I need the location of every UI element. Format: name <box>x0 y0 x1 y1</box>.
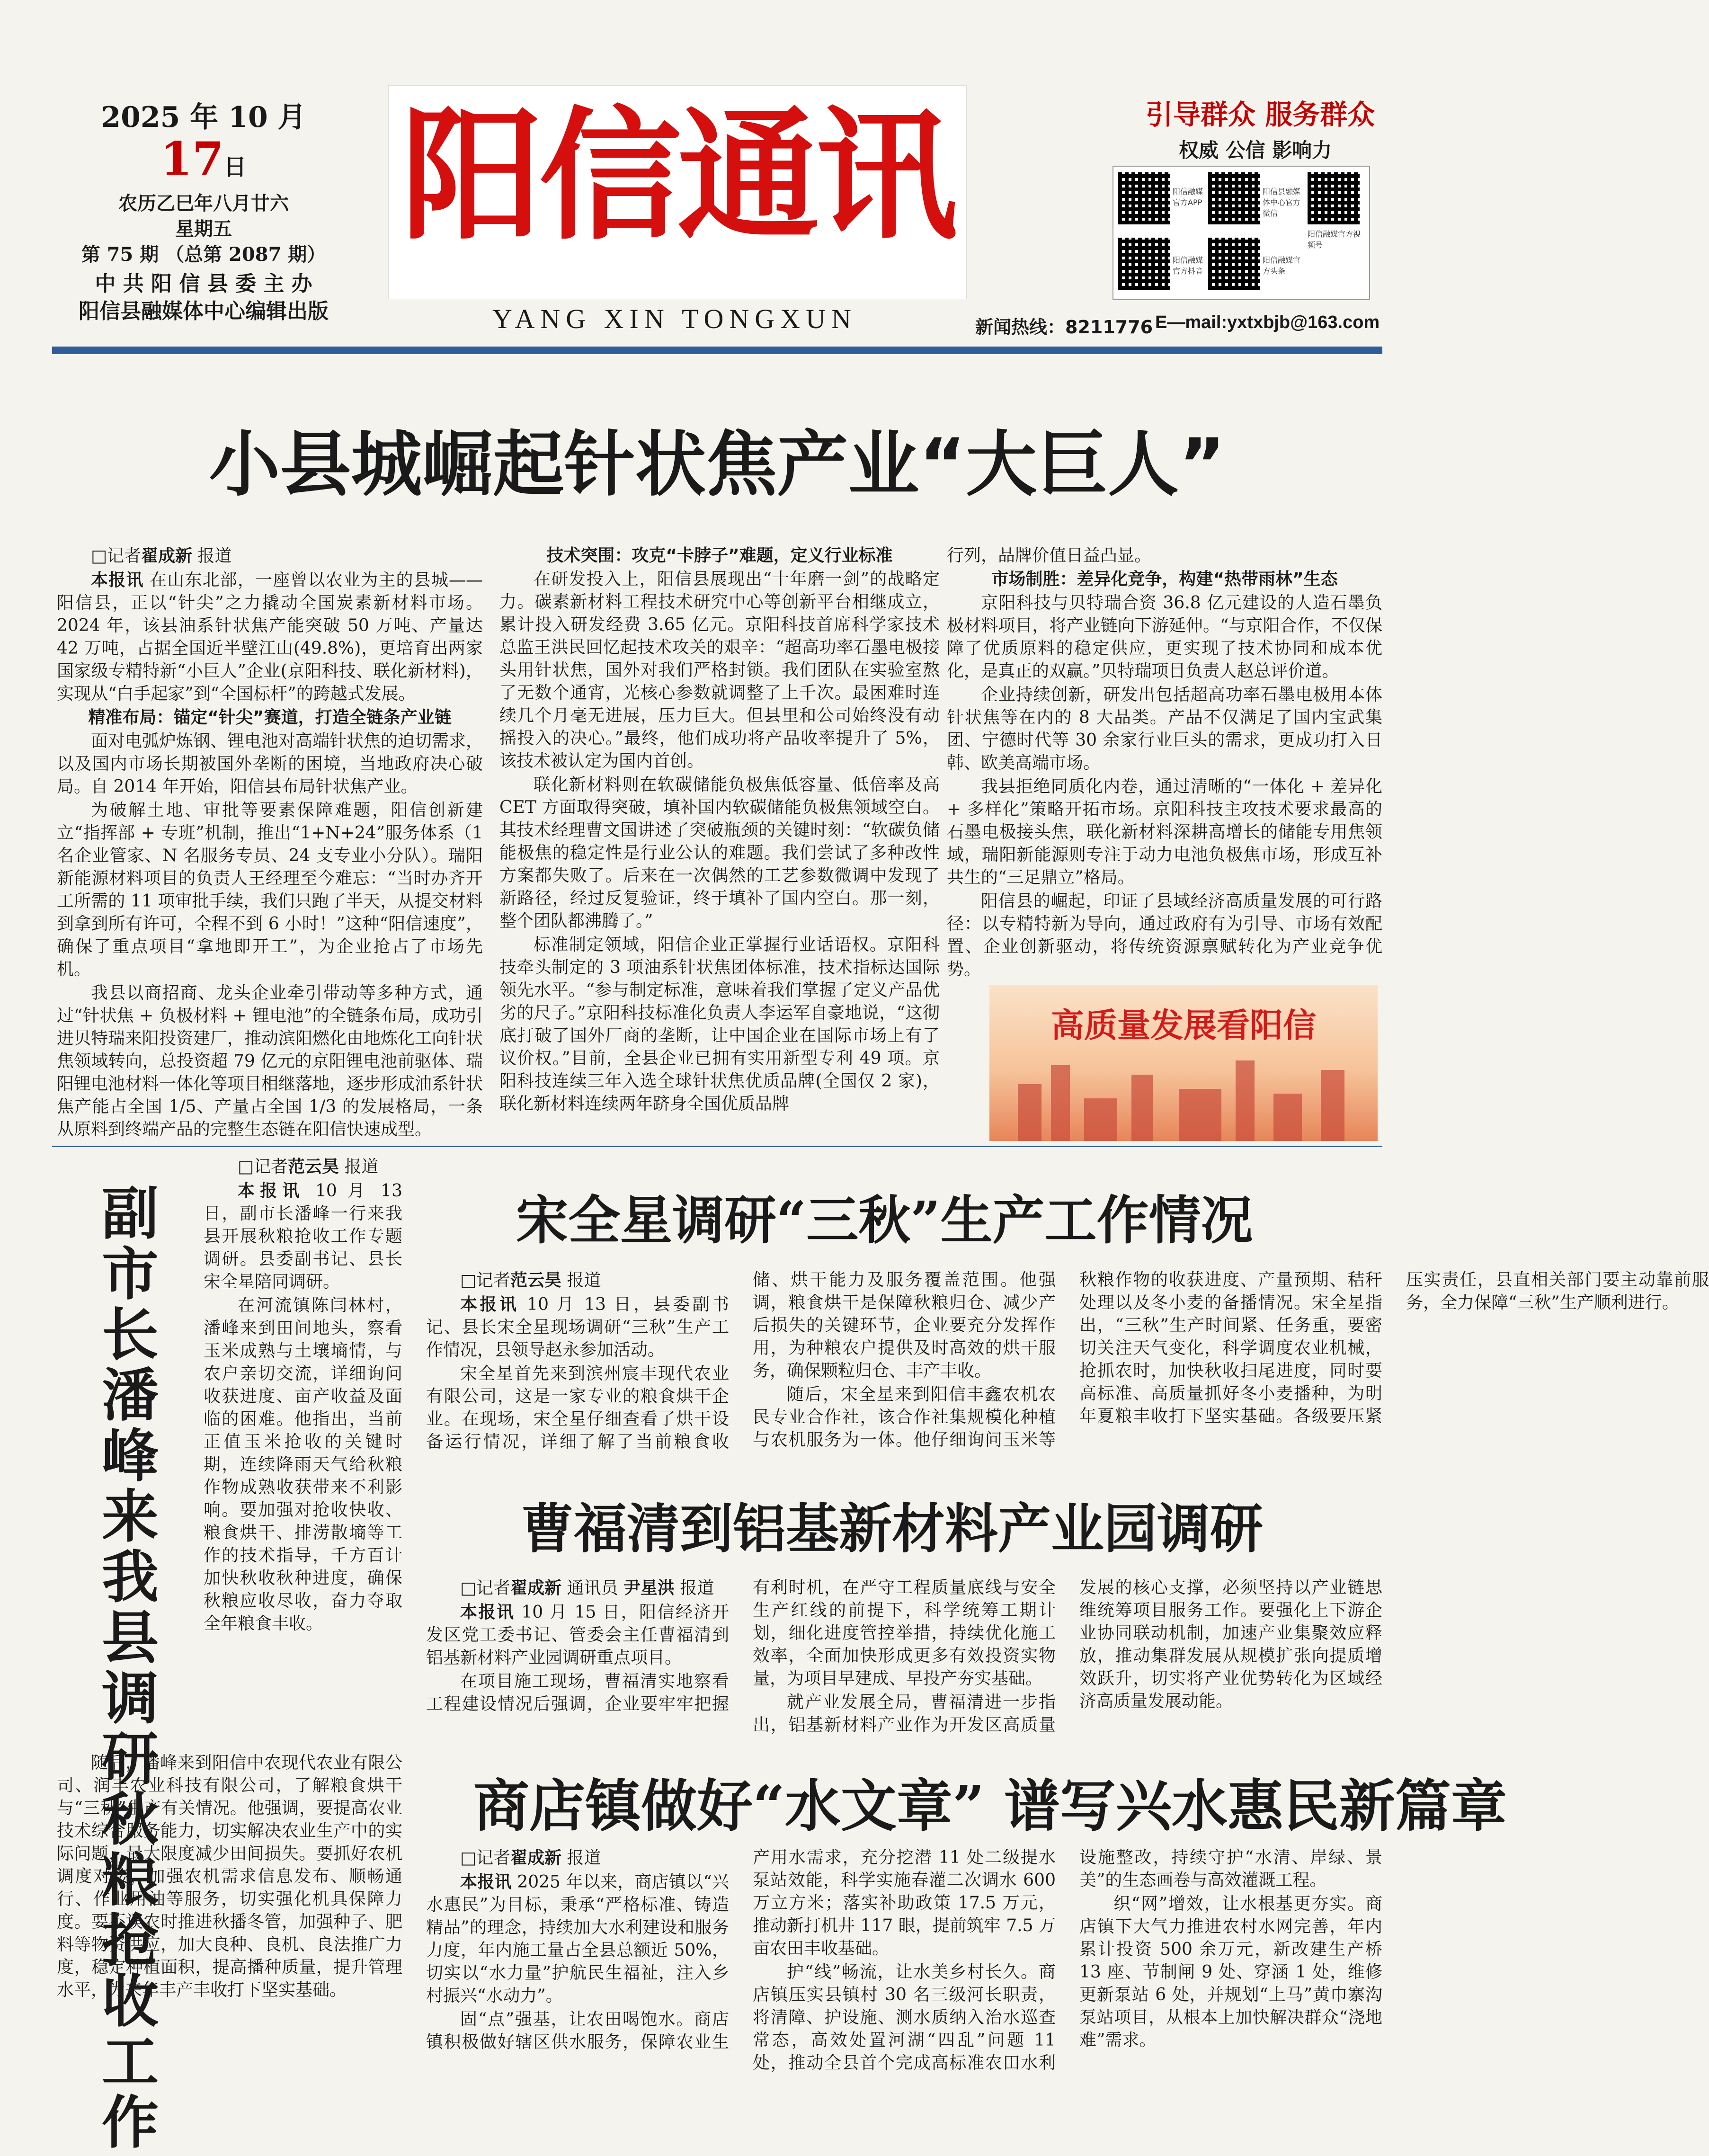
article2-byline <box>204 1155 402 1178</box>
skyline-building <box>1236 1060 1255 1141</box>
byline-name-2: 尹星洪 <box>623 1578 675 1598</box>
article4-para-3: 就产业发展全局，曹福清进一步指出，铝基新材料产业作为开发区高质量发展的核心支撑，必须坚持以产业链思维统筹项目服务工作。要强化上下游企业协同联动机制，加速产业集聚效应释放，推动集群发展从规模扩张向提质增效跃升，切实将产业优势转化为区域经济高质量发展动能。 <box>753 1578 1382 1735</box>
skyline-building <box>1131 1075 1153 1141</box>
para-text: 2025 年以来，商店镇以“兴水惠民”为目标，秉承“严格标准、铸造精品”的理念，持续加大水利建设和服务力度，年内施工量占全县总额近 50%，切实以“水力量”护航民生福祉，注入乡村振兴“水动力”。 <box>426 1872 729 2005</box>
article2-col1 <box>204 1155 402 1747</box>
byline-tail: 报道 <box>561 1271 601 1290</box>
byline-tail: 报道 <box>192 546 232 566</box>
article5-para-4: 织“网”增效，让水根基更夯实。商店镇下大气力推进农村水网完善，年内累计投资 500 余万元，新改建生产桥 13 座、节制闸 9 处、穿涵 1 处，维修更新泵站 6 处，并规划“上马”黄巾寨沟泵站项目，从根本上加快解决群众“浇地难”需求。 <box>1079 1894 1382 2050</box>
weekday: 星期五 <box>175 218 232 240</box>
lead-label: 本报讯 <box>460 1602 515 1622</box>
skyline-building <box>1321 1070 1344 1141</box>
byline-tail: 报道 <box>674 1578 714 1598</box>
article3-para-3: 随后，宋全星来到阳信丰鑫农机农民专业合作社，该合作社集规模化种植与农机服务为一体。他仔细询问玉米等秋粮作物的收获进度、产量预期、秸秆处理以及冬小麦的备播情况。宋全星指出，“三秋”生产时间紧、任务重，要密切关注天气变化，科学调度农业机械，抢抓农时，加快秋收扫尾进度，同时要高标准、高质量抓好冬小麦播种，为明年夏粮丰收打下坚实基础。各级要压紧压实责任，县直相关部门要主动靠前服务，全力保障“三秋”生产顺利进行。 <box>753 1270 1709 1450</box>
article1-para-7: 标准制定领域，阳信企业正掌握行业话语权。京阳科技牵头制定的 3 项油系针状焦团体标准，技术指标达国际领先水平。“参与制定标准，意味着我们掌握了定义产品优劣的尺子。”京阳科技标准化负责人李运军自豪地说，“这彻底打破了国外厂商的垄断，让中国企业在国际市场上有了议价权。”目前，全县企业已拥有实用新型专利 49 项。京阳科技连续三年入选全球针状焦优质品牌(全国仅 2 家)，联化新材料连续两年跻身全国优质品牌 <box>499 935 940 1114</box>
newspaper-pinyin: YANG XIN TONGXUN <box>492 303 857 334</box>
headline-main: 小县城崛起针状焦产业“大巨人” <box>209 424 1226 506</box>
publisher-org: 阳信县融媒体中心编辑出版 <box>79 299 329 323</box>
article1-para-4: 我县以商招商、龙头企业牵引带动等多种方式，通过“针状焦 + 负极材料 + 锂电池”的全链条布局，成功引进贝特瑞来阳投资建厂，推动滨阳燃化由地炼化工向针状焦领域转向，总投资超 79 亿元的京阳锂电池前驱体、瑞阳锂电池材料一体化等项目相继落地，逐步形成油系针状焦产能占全国 1/5、产量占全国 1/3 的发展格局，一条从原料到终端产品的完整生态链在阳信快速成型。 <box>57 983 483 1139</box>
qr-label-douyin: 阳信融媒官方抖音 <box>1173 256 1203 276</box>
qr-label-video: 阳信融媒官方视频号 <box>1308 230 1361 249</box>
byline-name: 翟成新 <box>510 1578 562 1598</box>
article5-para-2: 固“点”强基，让农田喝饱水。商店镇积极做好辖区供水服务，保障农业生产用水需求，充分挖潜 11 处二级提水泵站效能，科学实施春灌二次调水 600 万立方米；落实补助政策 17.5 万元，推动新打机井 117 眼，提前筑牢 7.5 万亩农田丰收基础。 <box>426 1848 1056 2052</box>
section-divider <box>52 1146 1382 1147</box>
lunar-date: 农历乙巳年八月廿六 <box>118 192 289 214</box>
lead-label: 本报讯 <box>460 1872 512 1892</box>
promo-banner <box>989 985 1378 1141</box>
article1-para-10: 我县拒绝同质化内卷，通过清晰的“一体化 + 差异化 + 多样化”策略开拓市场。京阳科技主攻技术要求最高的石墨电极接头焦，联化新材料深耕高增长的储能专用焦领域，瑞阳新能源则专注于动力电池负极焦市场，形成互补共生的“三足鼎立”格局。 <box>947 777 1382 887</box>
byline-name: 翟成新 <box>141 546 193 566</box>
article5-para-1 <box>426 1871 729 2007</box>
article1-para-8: 京阳科技与贝特瑞合资 36.8 亿元建设的人造石墨负极材料项目，将产业链向下游延伸。“与京阳合作，不仅保障了优质原料的稳定供应，更实现了技术协同和成本优化，是真正的双赢。”贝特瑞项目负责人赵总评价道。 <box>947 593 1382 681</box>
qr-code-toutiao[interactable] <box>1208 238 1260 290</box>
byline-name: 翟成新 <box>510 1848 562 1868</box>
headline-vertical: 副市长潘峰来我县调研秋粮抢收工作 <box>102 1180 159 2156</box>
byline-reporter: □记者 <box>91 546 142 566</box>
article1-subhead-3: 市场制胜：差异化竞争，构建“热带雨林”生态 <box>991 570 1338 589</box>
article2-para-1 <box>204 1179 402 1293</box>
article3-para-1 <box>426 1293 729 1362</box>
lead-label: 本报讯 <box>238 1181 305 1201</box>
byline-reporter: □记者 <box>460 1578 511 1598</box>
issue-number: 第 75 期 （总第 2087 期） <box>81 243 326 266</box>
byline-reporter: □记者 <box>238 1157 288 1176</box>
lead-label: 本报讯 <box>91 570 144 590</box>
issue-day-number: 17 <box>160 132 224 186</box>
article1-para-5: 在研发投入上，阳信县展现出“十年磨一剑”的战略定力。碳素新材料工程技术研究中心等创新平台相继成立，累计投入研发经费 3.65 亿元。京阳科技首席科学家技术总监王洪民回忆起技术攻关的艰辛：“超高功率石墨电极接头用针状焦，国外对我们严格封锁。我们团队在实验室熬了无数个通宵，光核心参数就调整了上千次。最困难时连续几个月毫无进展，压力巨大。但县里和公司始终没有动摇投入的决心。”最终，他们成功将产品收率提升了 5%，该技术被认定为国内首创。 <box>499 570 940 771</box>
headline-article4: 曹福清到铝基新材料产业园调研 <box>521 1498 1263 1560</box>
byline-reporter: □记者 <box>460 1848 511 1868</box>
article4-para-2: 在项目施工现场，曹福清实地察看工程建设情况后强调，企业要牢牢把握有利时机，在严守工程质量底线与安全生产红线的前提下，科学统筹工期计划，细化进度管控举措，持续优化施工效率，全面加快形成更多有效投资实物量，为项目早建成、早投产夯实基础。 <box>426 1578 1056 1714</box>
newspaper-logo <box>388 85 967 299</box>
issue-day-suffix: 日 <box>223 154 247 180</box>
byline-name: 范云昊 <box>510 1270 562 1290</box>
email-address[interactable]: E—mail:yxtxbjb@163.com <box>1155 312 1380 332</box>
skyline-building <box>1273 1094 1302 1141</box>
byline-reporter: □记者 <box>460 1271 511 1290</box>
article1-para-9: 企业持续创新，研发出包括超高功率石墨电极用本体针状焦等在内的 8 大品类。产品不仅满足了国内宝武集团、宁德时代等 30 余家行业巨头的需求，更成功打入日韩、欧美高端市场。 <box>947 685 1382 773</box>
article1-byline <box>57 544 483 568</box>
article1-para-3: 为破解土地、审批等要素保障难题，阳信创新建立“指挥部 + 专班”机制，推出“1+N+24”服务体系（1 名企业管家、N 名服务专员、24 支专业小分队）。瑞阳新能源材料项目的负责人王经理至今难忘：“当时办齐开工所需的 11 项审批手续，我们只跑了半天，从提交材料到拿到所有许可，全程不到 6 小时！”这种“阳信速度”，确保了重点项目“拿地即开工”，为企业抢占了市场先机。 <box>57 801 483 979</box>
article1-para-1 <box>57 569 483 705</box>
article1-para-11: 阳信县的崛起，印证了县域经济高质量发展的可行路径：以专精特新为导向，通过政府有为引导、市场有效配置、企业创新驱动，将传统资源禀赋转化为产业竞争优势。 <box>947 891 1382 979</box>
news-hotline: 新闻热线：8211776 <box>975 317 1153 338</box>
article4-body <box>426 1577 1382 1747</box>
article1-para-2: 面对电弧炉炼钢、锂电池对高端针状焦的迫切需求，以及国内市场长期被国外垄断的困境，当地政府决心破局。自 2014 年开始，阳信县布局针状焦产业。 <box>57 731 483 796</box>
headline-article3: 宋全星调研“三秋”生产工作情况 <box>516 1190 1253 1251</box>
byline-name: 范云昊 <box>288 1157 339 1176</box>
para-text: 10 月 15 日，阳信经济开发区党工委书记、管委会主任曹福清到铝基新材料产业园调研重点项目。 <box>426 1603 729 1667</box>
promo-title: 高质量发展看阳信 <box>1051 1006 1316 1045</box>
article1-subhead-1: 精准布局：锚定“针尖”赛道，打造全链条产业链 <box>88 708 452 727</box>
skyline-building <box>1018 1084 1041 1141</box>
qr-code-panel <box>1113 166 1370 300</box>
article4-byline <box>426 1577 729 1600</box>
issue-year-month: 2025 年 10 月 <box>101 101 306 134</box>
sponsor-org: 中 共 阳 信 县 委 主 办 <box>95 272 312 296</box>
qr-label-wechat: 阳信县融媒体中心官方微信 <box>1263 187 1301 218</box>
article2-col2 <box>57 1752 402 2093</box>
para-text: 10 月 13 日，副市长潘峰一行来我县开展秋粮抢收工作专题调研。县委副书记、县长宋全星陪同调研。 <box>204 1181 402 1292</box>
issue-day <box>57 132 350 191</box>
article3-para-2: 宋全星首先来到滨州宸丰现代农业有限公司，这是一家专业的粮食烘干企业。在现场，宋全星仔细查看了烘干设备运行情况，详细了解了当前粮食收储、烘干能力及服务覆盖范围。他强调，粮食烘干是保障秋粮归仓、减少产后损失的关键环节，企业要充分发挥作用，为种粮农户提供及时高效的烘干服务，确保颗粒归仓、丰产丰收。 <box>426 1270 1056 1452</box>
skyline-building <box>1084 1098 1117 1141</box>
qr-code-wechat[interactable] <box>1208 172 1260 224</box>
para-text: 10 月 13 日，县委副书记、县长宋全星现场调研“三秋”生产工作情况，县领导赵永参加活动。 <box>426 1295 729 1360</box>
qr-code-app[interactable] <box>1118 172 1170 224</box>
article3-byline <box>426 1269 729 1292</box>
lead-label: 本报讯 <box>460 1294 519 1314</box>
byline-tail: 报道 <box>339 1157 379 1176</box>
para-text: 在山东北部，一座曾以农业为主的县城——阳信县，正以“针尖”之力撬动全国炭素新材料市场。2024 年，该县油系针状焦产能突破 50 万吨、产量达 42 万吨，占据全国近半壁江山(49.8%)，更培育出两家国家级专精特新“小巨人”企业(京阳科技、联化新材料)，实现从“白手起家”到“全国标杆”的跨越式发展。 <box>57 570 483 704</box>
masthead-divider <box>52 347 1382 354</box>
qr-code-video[interactable] <box>1308 172 1360 224</box>
article1-subhead-2: 技术突围：攻克“卡脖子”难题，定义行业标准 <box>546 546 893 565</box>
headline-article5: 商店镇做好“水文章” 谱写兴水惠民新篇章 <box>473 1773 1507 1839</box>
qr-label-app: 阳信融媒官方APP <box>1173 187 1203 207</box>
article5-byline <box>426 1846 729 1870</box>
qr-label-toutiao: 阳信融媒官方头条 <box>1263 256 1301 276</box>
qr-code-douyin[interactable] <box>1118 238 1170 290</box>
article2-para-3: 随后，潘峰来到阳信中农现代农业有限公司、润丰农业科技有限公司，了解粮食烘干与“三秋”生产有关情况。他强调，要提高农业技术综合服务能力，切实解决农业生产中的实际问题，最大限度减少田间损失。要抓好农机调度对接，加强农机需求信息发布、顺畅通行、作业用油等服务，切实强化机具保障力度。要不误农时推进秋播冬管，加强种子、肥料等物资供应，加大良种、良机、良法推广力度，稳定种植面积，提高播种质量，提升管理水平，为来年丰产丰收打下坚实基础。 <box>57 1753 402 2000</box>
newspaper-title: 阳信通讯 <box>401 92 954 259</box>
article1-col2 <box>499 544 940 1136</box>
skyline-building <box>1179 1089 1221 1141</box>
article1-para-7b: 行列，品牌价值日益凸显。 <box>947 546 1152 565</box>
article2-para-2: 在河流镇陈闫林村，潘峰来到田间地头，察看玉米成熟与土壤墒情，与农户亲切交流，详细询问收获进度、亩产收益及面临的困难。他指出，当前正值玉米抢收的关键时期，连续降雨天气给秋粮作物成熟收获带来不利影响。要加强对抢收快收、粮食烘干、排涝散墒等工作的技术指导，千方百计加快秋收秋种进度，确保秋粮应收尽收，奋力夺取全年粮食丰收。 <box>204 1296 402 1633</box>
article1-col1 <box>57 544 483 1139</box>
article3-body <box>426 1269 1709 1468</box>
article5-para-3: 护“线”畅流，让水美乡村长久。商店镇压实县镇村 30 名三级河长职责，将清障、护设施、测水质纳入治水巡查常态，高效处置河湖“四乱”问题 11 处，推动全县首个完成高标准农田水利设施整改，持续守护“水清、岸绿、景美”的生态画卷与高效灌溉工程。 <box>753 1848 1382 2073</box>
masthead-info <box>57 95 350 325</box>
byline-tail: 报道 <box>561 1848 601 1868</box>
skyline-building <box>1051 1065 1070 1141</box>
article5-body <box>426 1846 1382 2102</box>
article4-para-1 <box>426 1601 729 1669</box>
article1-para-6: 联化新材料则在软碳储能负极焦低容量、低倍率及高 CET 方面取得突破，填补国内软碳储能负极焦领域空白。其技术经理曹文国讲述了突破瓶颈的关键时刻：“软碳负储能极焦的稳定性是行业公认的难题。我们尝试了多种改性方案都失败了。后来在一次偶然的工艺参数微调中发现了新路径，经过反复验证，终于填补了国内空白。那一刻，整个团队都沸腾了。” <box>499 775 940 931</box>
byline-mid: 通讯员 <box>561 1578 623 1598</box>
slogan: 引导群众 服务群众 <box>1146 98 1375 131</box>
slogan-sub: 权威 公信 影响力 <box>1179 139 1332 162</box>
article1-col3 <box>947 544 1382 980</box>
